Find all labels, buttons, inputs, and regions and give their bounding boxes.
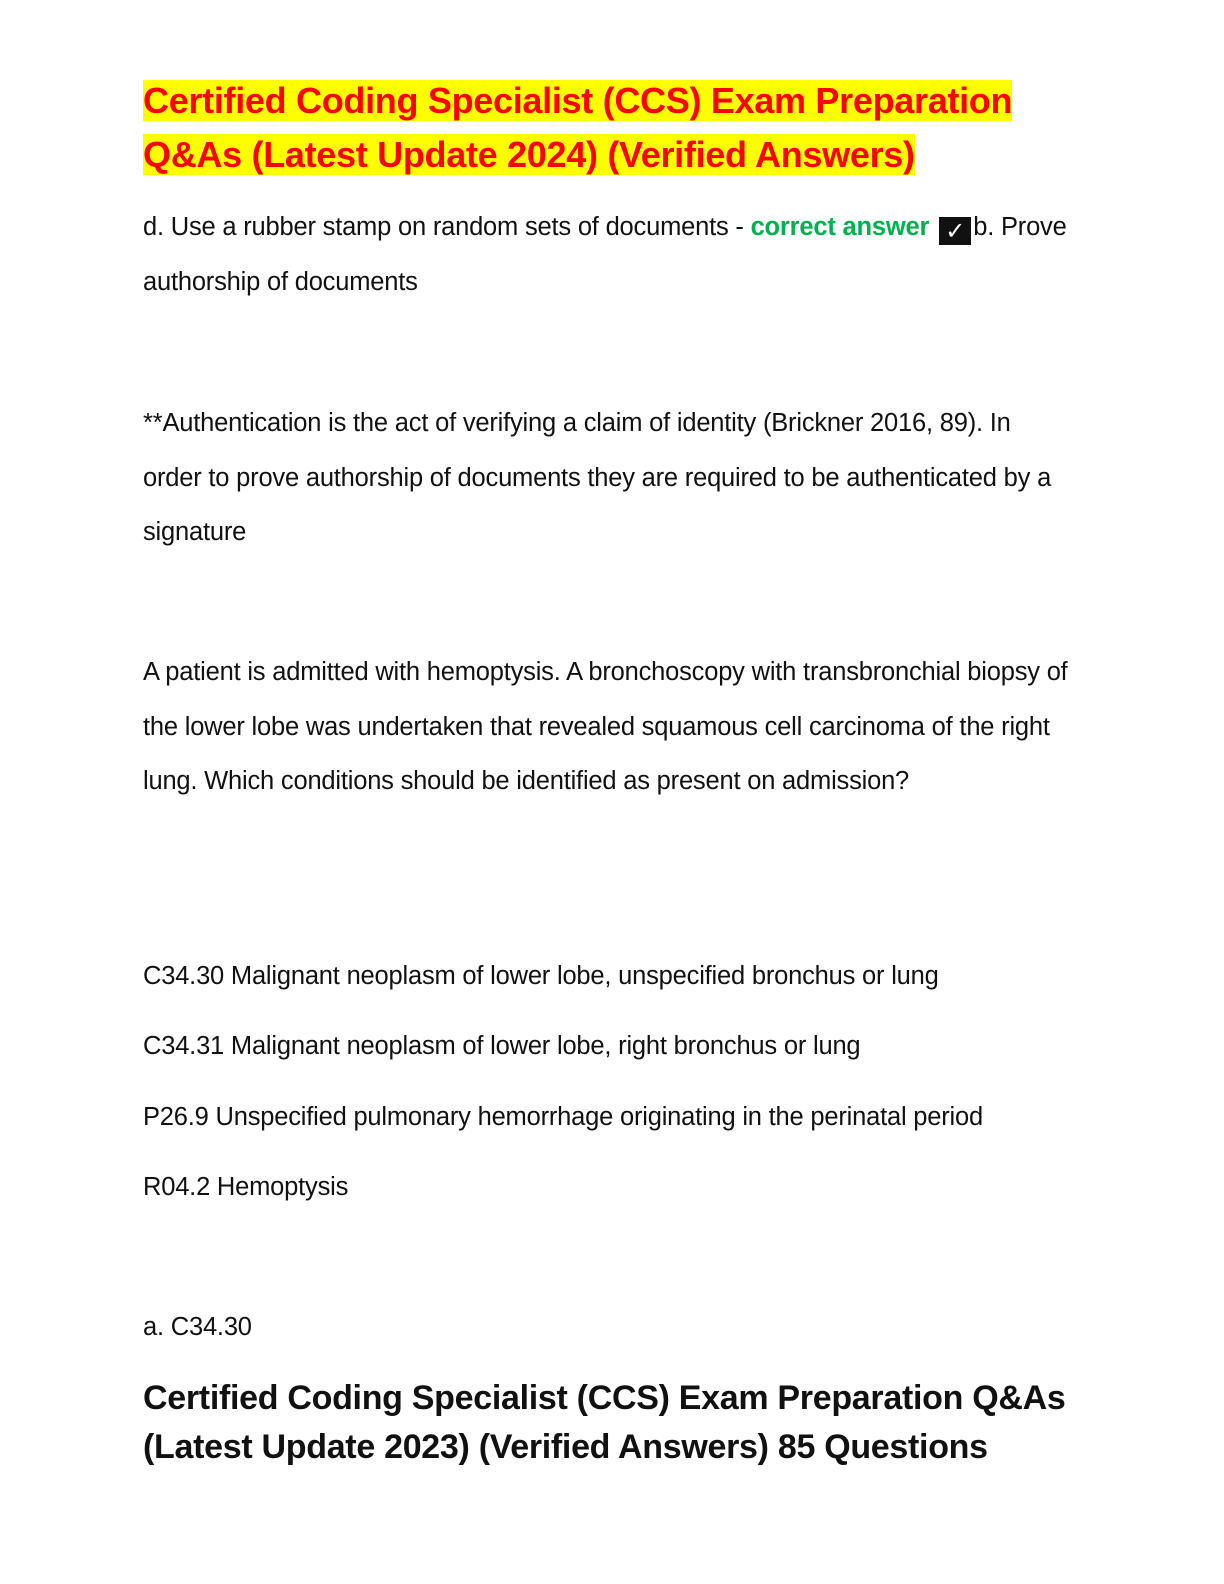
explanation-paragraph: **Authentication is the act of verifying a claim of identity (Brickner 2016, 89). In order to prove authorship of documents they are required to be authenticated by a signature <box>143 409 1052 546</box>
answer-b-text: b. Prove authorship of documents <box>143 213 1067 296</box>
footer-title-line-1: Certified Coding Specialist (CCS) Exam Preparation Q&As <box>143 1379 1066 1417</box>
title-line-2: Q&As (Latest Update 2024) (Verified Answers) <box>143 134 915 175</box>
footer-title <box>143 1374 1103 1472</box>
footer-title-line-2: (Latest Update 2023) (Verified Answers) 85 Questions <box>143 1428 988 1466</box>
document-title <box>143 74 1063 182</box>
question-paragraph: A patient is admitted with hemoptysis. A bronchoscopy with transbronchial biopsy of the lower lobe was undertaken that revealed squamous cell carcinoma of the right lung. Which conditions should be identified as present on admission? <box>143 658 1068 795</box>
code-option-2: C34.31 Malignant neoplasm of lower lobe, right bronchus or lung <box>143 1032 861 1060</box>
correct-answer-label: correct answer <box>750 213 930 241</box>
check-mark-icon: ✓ <box>939 217 971 245</box>
option-d-text: d. Use a rubber stamp on random sets of documents - <box>143 213 751 241</box>
code-option-4: R04.2 Hemoptysis <box>143 1173 349 1201</box>
title-line-1: Certified Coding Specialist (CCS) Exam Preparation <box>143 80 1013 121</box>
answer-paragraph <box>143 200 1073 309</box>
code-option-1: C34.30 Malignant neoplasm of lower lobe, unspecified bronchus or lung <box>143 962 939 990</box>
code-option-3: P26.9 Unspecified pulmonary hemorrhage originating in the perinatal period <box>143 1103 983 1131</box>
answer-option-a: a. C34.30 <box>143 1313 252 1341</box>
